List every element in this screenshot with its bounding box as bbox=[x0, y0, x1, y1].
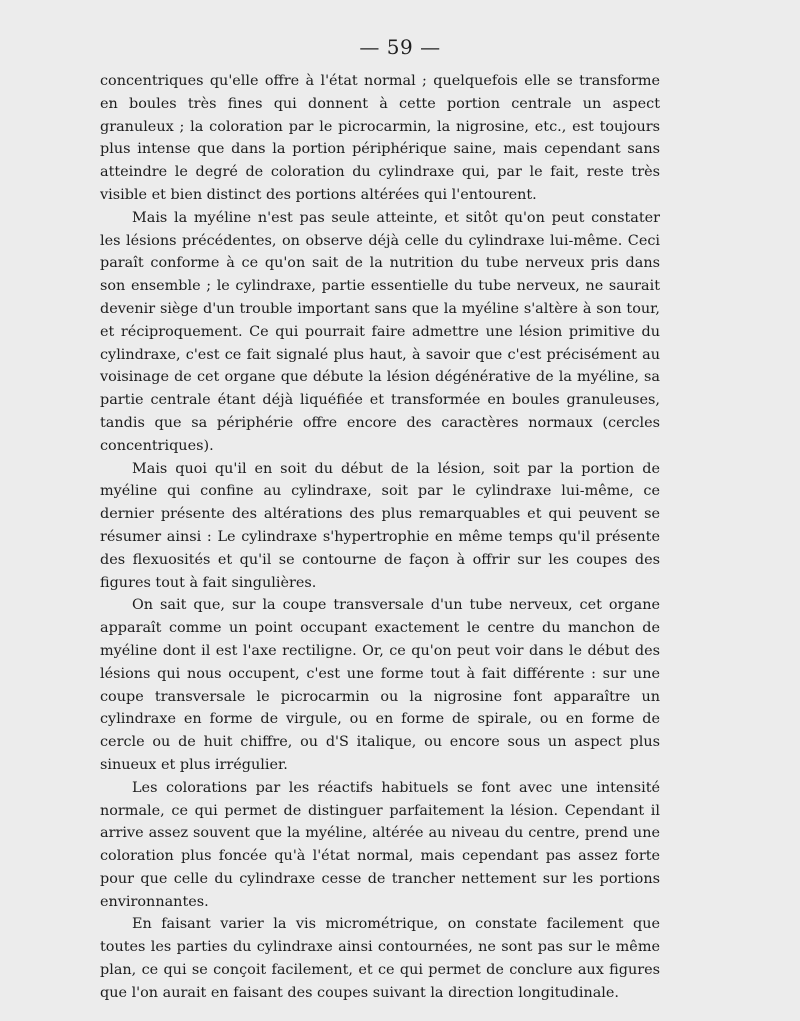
paragraph-6: En faisant varier la vis micrométrique, on constate facilement que toutes les parties du cylindraxe ainsi contournées, ne sont pas sur le même plan, ce qui se conçoit facilement, et ce qui permet de conclure aux figures que l'on aurait en faisant des coupes suivant la direction longitudinale. bbox=[100, 916, 660, 1001]
page-number: — 59 — bbox=[359, 35, 441, 59]
paragraph-4: On sait que, sur la coupe transversale d'un tube nerveux, cet organe apparaît comme un point occupant exactement le centre du manchon de myéline dont il est l'axe rectiligne. Or, ce qu'on peut voir dans le début des lésions qui nous occupent, c'est une forme tout à fait différente : sur une coupe transversale le picrocarmin ou la nigrosine font apparaître un cylindraxe en forme de virgule, ou en forme de spirale, ou en forme de cercle ou de huit chiffre, ou d'S italique, ou encore sous un aspect plus sinueux et plus irrégulier. bbox=[100, 597, 660, 773]
paragraph-3: Mais quoi qu'il en soit du début de la lésion, soit par la portion de myéline qui confine au cylindraxe, soit par le cylindraxe lui-même, ce dernier présente des altérations des plus remarquables et qui peuvent se résumer ainsi : Le cylindraxe s'hypertrophie en même temps qu'il présente des flexuosités et qu'il se contourne de façon à offrir sur les coupes des figures tout à fait singulières. bbox=[100, 460, 660, 591]
paragraph-5: Les colorations par les réactifs habituels se font avec une intensité normale, ce qui permet de distinguer parfaitement la lésion. Cependant il arrive assez souvent que la myéline, altérée au niveau du centre, prend une coloration plus foncée qu'à l'état normal, mais cependant pas assez forte pour que celle du cylindraxe cesse de trancher nettement sur les portions environnantes. bbox=[100, 779, 660, 910]
paragraph-2: Mais la myéline n'est pas seule atteinte, et sitôt qu'on peut constater les lésions précédentes, on observe déjà celle du cylindraxe lui-même. Ceci paraît conforme à ce qu'on sait de la nutrition du tube nerveux pris dans son ensemble ; le cylindraxe, partie essentielle du tube nerveux, ne saurait devenir siège d'un trouble important sans que la myéline s'altère à son tour, et réciproquement. Ce qui pourrait faire admettre une lésion primitive du cylindraxe, c'est ce fait signalé plus haut, à savoir que c'est précisément au voisinage de cet organe que débute la lésion dégénérative de la myéline, sa partie centrale étant déjà liquéfiée et transformée en boules granuleuses, tandis que sa périphérie offre encore des caractères normaux (cercles concentriques). bbox=[100, 209, 660, 454]
paragraph-1: concentriques qu'elle offre à l'état normal ; quelquefois elle se transforme en boules très fines qui donnent à cette portion centrale un aspect granuleux ; la coloration par le picrocarmin, la nigrosine, etc., est toujours plus intense que dans la portion périphérique saine, mais cependant sans atteindre le degré de coloration du cylindraxe qui, par le fait, reste très visible et bien distinct des portions altérées qui l'entourent. bbox=[100, 73, 660, 203]
body-text bbox=[100, 70, 660, 1005]
